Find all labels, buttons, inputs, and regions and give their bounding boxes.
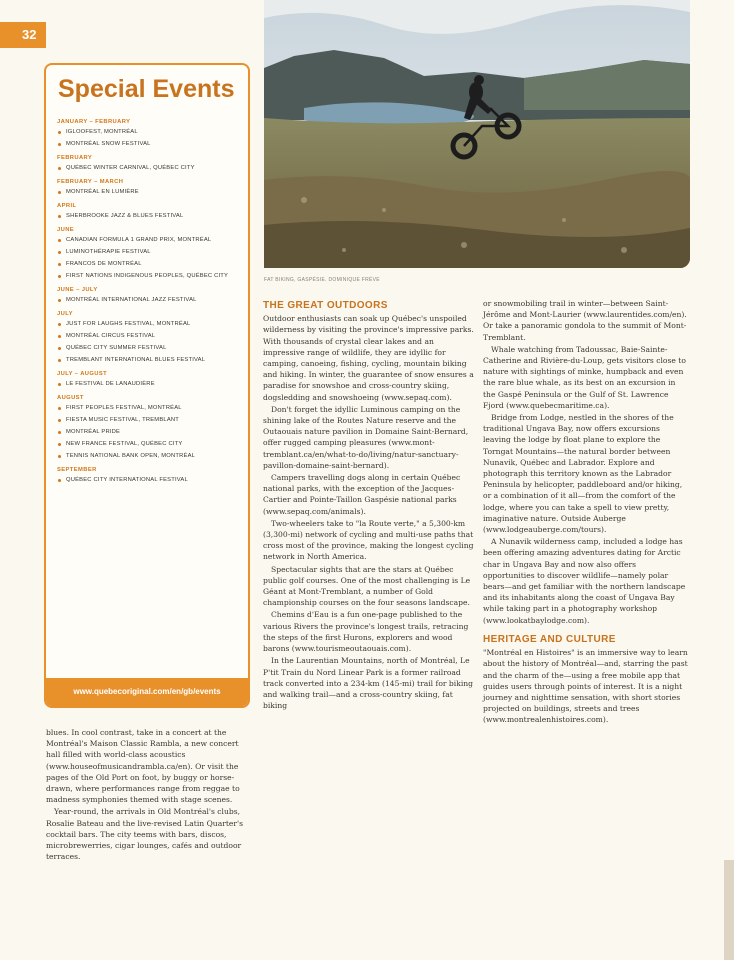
event-item: TREMBLANT INTERNATIONAL BLUES FESTIVAL	[57, 356, 238, 365]
event-item: QUÉBEC WINTER CARNIVAL, QUÉBEC CITY	[57, 164, 238, 173]
event-item: TENNIS NATIONAL BANK OPEN, MONTRÉAL	[57, 452, 238, 461]
event-item: LUMINOTHÉRAPIE FESTIVAL	[57, 248, 238, 257]
section-heading-heritage: HERITAGE AND CULTURE	[483, 633, 616, 645]
event-item: MONTRÉAL CIRCUS FESTIVAL	[57, 332, 238, 341]
article-column-2	[263, 298, 475, 712]
photo-credit: FAT BIKING, GASPÉSIE. DOMINIQUE FRÉVE	[264, 277, 380, 283]
event-item: MONTRÉAL EN LUMIÈRE	[57, 188, 238, 197]
event-month-heading: AUGUST	[57, 395, 84, 401]
event-item: MONTRÉAL SNOW FESTIVAL	[57, 140, 238, 149]
event-item: MONTRÉAL INTERNATIONAL JAZZ FESTIVAL	[57, 296, 238, 305]
event-item: LE FESTIVAL DE LANAUDIÈRE	[57, 380, 238, 389]
article-paragraph: Spectacular sights that are the stars at Québec public golf courses. One of the most challenging is Le Géant at Mont-Tremblant, a number of Gold championship courses on the four seasons landscape.	[263, 564, 471, 608]
article-paragraph: Bridge from Lodge, nestled in the shores of the traditional Ungava Bay, now offers excursions leaving the lodge by float plane to explore the Torngat Mountains—the natural border between Nunavik, Québec and Labrador. Explore and photograph this territory known as the Labrador Peninsula by helicopter, paddleboard and/or hiking, or a combination of it all—from the comfort of the lodge, where you can take a spell to view pretty, imaginative nature. Outside Auberge (www.lodgeauberge.com/tours).	[483, 413, 683, 535]
event-item: FIRST PEOPLES FESTIVAL, MONTRÉAL	[57, 404, 238, 413]
article-paragraph: or snowmobiling trail in winter—between Saint-Jérôme and Mont-Laurier (www.laurentides.com/en). Or take a panoramic gondola to the summit of Mont-Tremblant.	[483, 299, 687, 342]
article-paragraph: Don't forget the idyllic Luminous camping on the shining lake of the Routes Nature reserve and the Outaouais nature pavilion in Domaine Saint-Bernard, offer rugged camping pleasures (www.mont-tremblant.ca/en/what-to-do/living/natur-sanctuary-pavillon-domaine-saint-bernard).	[263, 404, 469, 470]
event-item: JUST FOR LAUGHS FESTIVAL, MONTRÉAL	[57, 320, 238, 329]
events-list	[46, 109, 248, 485]
event-item: FIRST NATIONS INDIGENOUS PEOPLES, QUÉBEC CITY	[57, 272, 238, 281]
event-month-heading: APRIL	[57, 203, 77, 209]
article-paragraph: blues. In cool contrast, take in a concert at the Montréal's Maison Classic Rambla, a new concert hall filled with world-class acoustics (www.houseofmusicandrambla.ca/en). Or visit the pages of the Old Port on foot, by buggy or horse-drawn, where performances range from reggae to madness symphonies themed with stage scenes.	[46, 728, 240, 805]
article-paragraph: Whale watching from Tadoussac, Baie-Sainte-Catherine and Rivière-du-Loup, gets visitors close to nature with sightings of minke, humpback and even the rare blue whale, as its best on an excursion in the Gaspé Peninsula or the Gulf of St. Lawrence Fjord (www.quebecmaritime.ca).	[483, 344, 686, 410]
event-month-heading: JULY – AUGUST	[57, 371, 108, 377]
column-2-body	[263, 313, 475, 711]
page-edge	[724, 860, 734, 960]
page-number: 32	[0, 22, 46, 48]
column-3-body-top	[483, 298, 690, 626]
special-events-box	[44, 63, 250, 708]
event-item: SHERBROOKE JAZZ & BLUES FESTIVAL	[57, 212, 238, 221]
special-events-title: Special Events	[58, 75, 235, 103]
article-column-1	[46, 727, 250, 863]
article-paragraph: Outdoor enthusiasts can soak up Québec's unspoiled wilderness by visiting the province's impressive parks. With thousands of crystal clear lakes and an impressive range of wildlife, they are idyllic for camping, canoeing, fishing, cycling, mountain biking and hiking. In winter, the guarantee of snow ensures a paradise for snowshoe and cross-country skiing, dogsledding and snowshoeing (www.sepaq.com).	[263, 314, 474, 402]
event-month-heading: JULY	[57, 311, 73, 317]
event-month-heading: JUNE – JULY	[57, 287, 98, 293]
event-item: QUÉBEC CITY INTERNATIONAL FESTIVAL	[57, 476, 238, 485]
article-paragraph: Two-wheelers take to "la Route verte," a 5,300-km (3,300-mi) network of cycling and multi-use paths that cross most of the province, making the longest cycling network in North America.	[263, 518, 474, 562]
events-footer-link[interactable]: www.quebecoriginal.com/en/gb/events	[46, 678, 248, 706]
event-item: FRANCOS DE MONTRÉAL	[57, 260, 238, 269]
article-paragraph: Chemins d'Eau is a fun one-page published to the various Rivers the province's longest trails, retracing the steps of the first Hurons, explorers and wood barons (www.tourismeoutaouais.com).	[263, 610, 469, 654]
event-month-heading: SEPTEMBER	[57, 467, 97, 473]
event-month-heading: FEBRUARY	[57, 155, 93, 161]
article-paragraph: "Montréal en Histoires" is an immersive way to learn about the history of Montréal—and, starring the past and the charm of the—using a free mobile app that guides users through points of interest. It is a night journey and nighttime sensation, with short stories projected on buildings, streets and trees (www.montrealenhistoires.com).	[483, 648, 688, 725]
event-item: MONTRÉAL PRIDE	[57, 428, 238, 437]
event-item: CANADIAN FORMULA 1 GRAND PRIX, MONTRÉAL	[57, 236, 238, 245]
article-paragraph: Campers travelling dogs along in certain Québec national parks, with the exception of the Jacques-Cartier and Pointe-Taillon Gaspésie national parks (www.sepaq.com/animals).	[263, 473, 461, 516]
article-paragraph: Year-round, the arrivals in Old Montréal's clubs, Rosalie Bateau and the live-revised Latin Quarter's cocktail bars. The city teems with bars, discos, microbrewerries, cigar lounges, cafés and outdoor terraces.	[46, 807, 244, 862]
column-3-body-bottom	[483, 647, 690, 725]
event-item: NEW FRANCE FESTIVAL, QUÉBEC CITY	[57, 440, 238, 449]
section-heading-outdoors: THE GREAT OUTDOORS	[263, 300, 388, 311]
event-item: QUÉBEC CITY SUMMER FESTIVAL	[57, 344, 238, 353]
event-month-heading: FEBRUARY – MARCH	[57, 179, 124, 185]
article-paragraph: A Nunavik wilderness camp, included a lodge has been offering amazing adventures dating for Arctic char in Ungava Bay and now also offers opportunities to discover wildlife—namely polar bears—and get familiar with the northern landscape and its inhabitants along the coast of Ungava Bay while taking part in a photography workshop (www.lookatbaylodge.com).	[483, 537, 686, 625]
event-month-heading: JANUARY – FEBRUARY	[57, 119, 131, 125]
event-month-heading: JUNE	[57, 227, 75, 233]
event-item: FIESTA MUSIC FESTIVAL, TREMBLANT	[57, 416, 238, 425]
event-item: IGLOOFEST, MONTRÉAL	[57, 128, 238, 137]
article-column-3	[483, 298, 690, 727]
fat-biking-photo	[264, 0, 690, 268]
article-paragraph: In the Laurentian Mountains, north of Montréal, Le P'tit Train du Nord Linear Park is a former railroad track converted into a 234-km (145-mi) trail for biking and walking trail—and a cross-country skiing, fat biking	[263, 656, 474, 711]
